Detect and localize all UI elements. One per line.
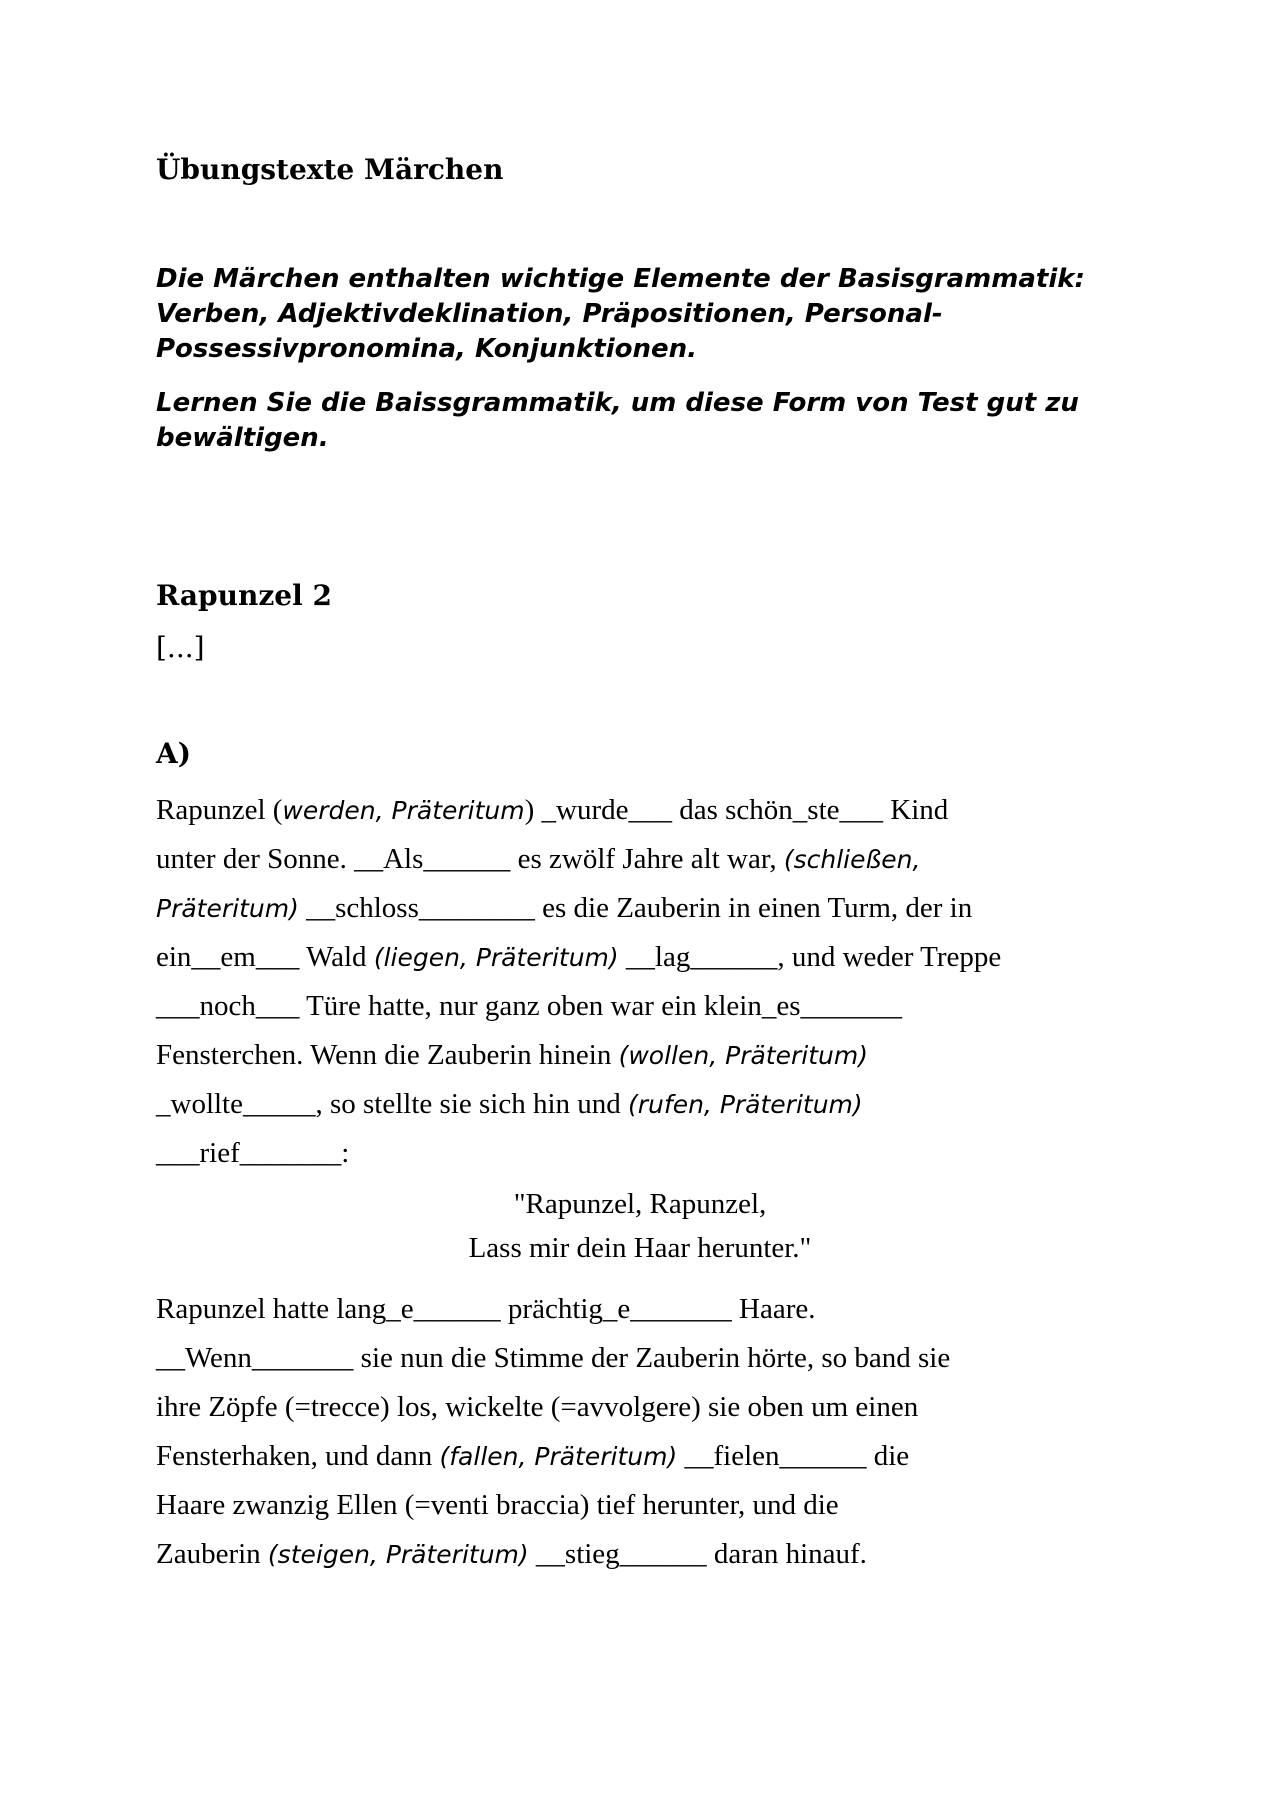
verb-hint: Präteritum)	[156, 894, 299, 923]
exercise-paragraph-2	[156, 1285, 950, 1579]
verb-hint: (wollen, Präteritum)	[618, 1041, 868, 1070]
text-segment: ein__em___ Wald	[156, 941, 374, 973]
text-segment: ) _wurde___ das schön_ste___ Kind	[524, 794, 949, 826]
verb-hint: (liegen, Präteritum)	[373, 943, 619, 972]
text-segment: __lag______, und weder Treppe	[618, 941, 1002, 973]
paragraph-line	[156, 1530, 950, 1579]
paragraph-line	[156, 1129, 1001, 1178]
text-segment: ___noch___ Türe hatte, nur ganz oben war ein klein_es_______	[156, 990, 903, 1022]
verb-hint: (rufen, Präteritum)	[628, 1090, 863, 1119]
paragraph-line	[156, 1080, 1001, 1129]
intro-paragraph-1: Die Märchen enthalten wichtige Elemente der Basisgrammatik: Verben, Adjektivdeklination, Präpositionen, Personal-Possessivpronomina, Konjunktionen.	[156, 264, 1085, 364]
paragraph-line	[156, 1432, 950, 1481]
text-segment: __fielen______ die	[677, 1440, 910, 1472]
text-segment: __schloss________ es die Zauberin in einen Turm, der in	[298, 892, 973, 924]
text-segment: Haare zwanzig Ellen (=venti braccia) tief herunter, und die	[156, 1489, 839, 1521]
text-segment: Rapunzel (	[156, 794, 283, 826]
text-segment: __Wenn_______ sie nun die Stimme der Zauberin hörte, so band sie	[156, 1342, 951, 1374]
verb-hint: (fallen, Präteritum)	[439, 1442, 678, 1471]
verb-hint: (schließen,	[783, 845, 921, 874]
paragraph-line	[156, 1285, 950, 1334]
verse-line-2: Lass mir dein Haar herunter."	[468, 1232, 812, 1264]
paragraph-line	[156, 884, 1001, 933]
exercise-paragraph-1	[156, 786, 1001, 1178]
paragraph-line	[156, 982, 1001, 1031]
section-heading: A)	[156, 737, 191, 770]
verse-line-1: "Rapunzel, Rapunzel,	[513, 1188, 767, 1220]
paragraph-line	[156, 1031, 1001, 1080]
document-title: Übungstexte Märchen	[156, 153, 504, 186]
paragraph-line	[156, 786, 1001, 835]
text-segment: ihre Zöpfe (=trecce) los, wickelte (=avvolgere) sie oben um einen	[156, 1391, 919, 1423]
paragraph-line	[156, 1481, 950, 1530]
verb-hint: werden, Präteritum	[282, 796, 525, 825]
text-segment: Fensterchen. Wenn die Zauberin hinein	[156, 1039, 619, 1071]
text-segment: Rapunzel hatte lang_e______ prächtig_e_______ Haare.	[156, 1293, 816, 1325]
paragraph-line	[156, 835, 1001, 884]
paragraph-line	[156, 1383, 950, 1432]
text-segment: __stieg______ daran hinauf.	[528, 1538, 867, 1570]
text-segment: Fensterhaken, und dann	[156, 1440, 440, 1472]
paragraph-line	[156, 1334, 950, 1383]
text-segment: _wollte_____, so stellte sie sich hin und	[156, 1088, 629, 1120]
quoted-verse	[0, 1182, 1280, 1270]
text-segment: Zauberin	[156, 1538, 268, 1570]
text-segment: unter der Sonne. __Als______ es zwölf Jahre alt war,	[156, 843, 784, 875]
story-title: Rapunzel 2	[156, 579, 332, 612]
omission-marker: [...]	[156, 631, 205, 664]
intro-paragraph-2: Lernen Sie die Baissgrammatik, um diese Form von Test gut zu bewältigen.	[156, 388, 1079, 453]
paragraph-line	[156, 933, 1001, 982]
text-segment: ___rief_______:	[156, 1137, 350, 1169]
verb-hint: (steigen, Präteritum)	[267, 1540, 529, 1569]
